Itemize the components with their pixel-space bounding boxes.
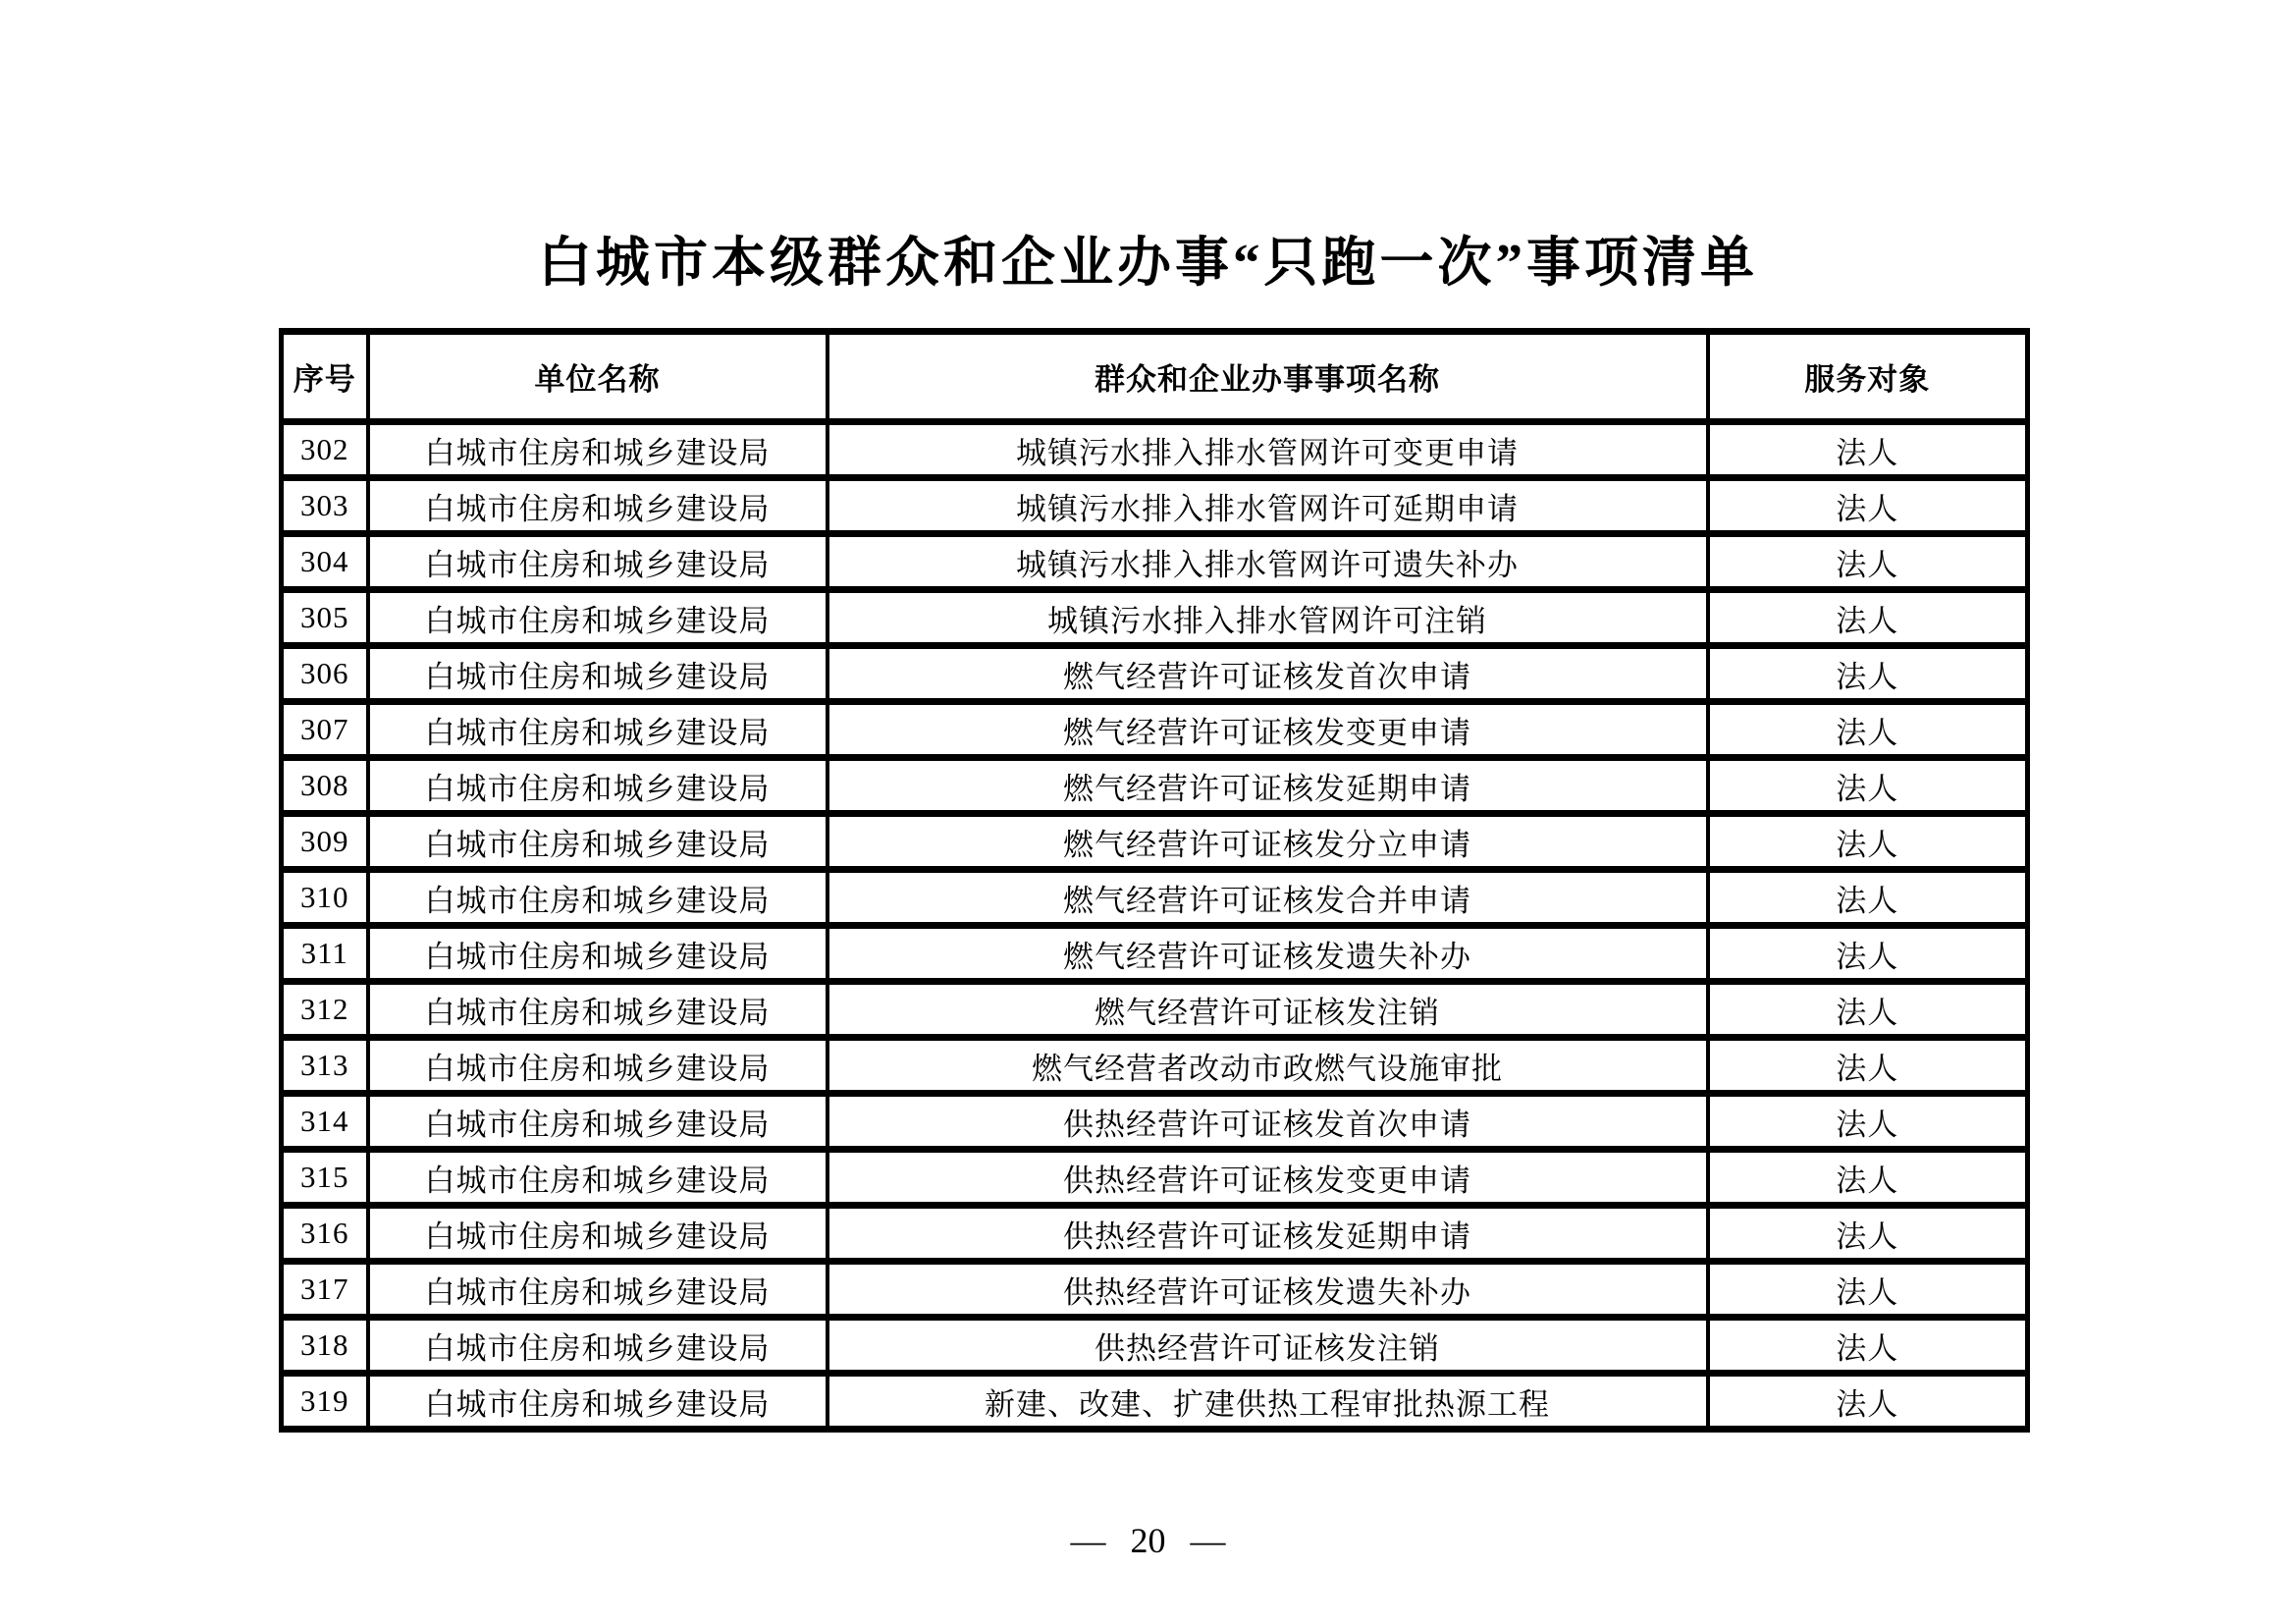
audience-cell: 法人 xyxy=(1708,702,2028,758)
audience-cell: 法人 xyxy=(1708,478,2028,534)
audience-cell: 法人 xyxy=(1708,422,2028,478)
table-row xyxy=(282,758,2028,814)
seq-cell: 305 xyxy=(282,590,368,646)
item-cell: 燃气经营许可证核发分立申请 xyxy=(828,814,1708,870)
audience-cell: 法人 xyxy=(1708,926,2028,982)
seq-cell: 304 xyxy=(282,534,368,590)
item-cell: 燃气经营许可证核发遗失补办 xyxy=(828,926,1708,982)
seq-cell: 310 xyxy=(282,870,368,926)
seq-cell: 312 xyxy=(282,982,368,1038)
unit-cell: 白城市住房和城乡建设局 xyxy=(368,646,828,702)
audience-cell: 法人 xyxy=(1708,1374,2028,1430)
unit-cell: 白城市住房和城乡建设局 xyxy=(368,1094,828,1150)
audience-cell: 法人 xyxy=(1708,1038,2028,1094)
unit-cell: 白城市住房和城乡建设局 xyxy=(368,982,828,1038)
seq-cell: 314 xyxy=(282,1094,368,1150)
seq-cell: 319 xyxy=(282,1374,368,1430)
table-header-row xyxy=(282,332,2028,422)
seq-cell: 316 xyxy=(282,1206,368,1262)
table-row xyxy=(282,646,2028,702)
audience-cell: 法人 xyxy=(1708,814,2028,870)
unit-cell: 白城市住房和城乡建设局 xyxy=(368,478,828,534)
header-audience: 服务对象 xyxy=(1708,332,2028,422)
item-cell: 燃气经营许可证核发变更申请 xyxy=(828,702,1708,758)
audience-cell: 法人 xyxy=(1708,1262,2028,1318)
unit-cell: 白城市住房和城乡建设局 xyxy=(368,1038,828,1094)
table-row xyxy=(282,702,2028,758)
audience-cell: 法人 xyxy=(1708,982,2028,1038)
header-item: 群众和企业办事事项名称 xyxy=(828,332,1708,422)
table-row xyxy=(282,1374,2028,1430)
item-cell: 燃气经营许可证核发延期申请 xyxy=(828,758,1708,814)
item-cell: 燃气经营许可证核发首次申请 xyxy=(828,646,1708,702)
table-row xyxy=(282,590,2028,646)
seq-cell: 308 xyxy=(282,758,368,814)
item-cell: 燃气经营许可证核发合并申请 xyxy=(828,870,1708,926)
audience-cell: 法人 xyxy=(1708,1206,2028,1262)
table-row xyxy=(282,1206,2028,1262)
seq-cell: 309 xyxy=(282,814,368,870)
unit-cell: 白城市住房和城乡建设局 xyxy=(368,702,828,758)
audience-cell: 法人 xyxy=(1708,1094,2028,1150)
item-cell: 新建、改建、扩建供热工程审批热源工程 xyxy=(828,1374,1708,1430)
unit-cell: 白城市住房和城乡建设局 xyxy=(368,1150,828,1206)
seq-cell: 318 xyxy=(282,1318,368,1374)
unit-cell: 白城市住房和城乡建设局 xyxy=(368,534,828,590)
unit-cell: 白城市住房和城乡建设局 xyxy=(368,1206,828,1262)
table-row xyxy=(282,982,2028,1038)
header-seq: 序号 xyxy=(282,332,368,422)
seq-cell: 307 xyxy=(282,702,368,758)
item-cell: 供热经营许可证核发注销 xyxy=(828,1318,1708,1374)
item-cell: 城镇污水排入排水管网许可遗失补办 xyxy=(828,534,1708,590)
table-row xyxy=(282,1318,2028,1374)
unit-cell: 白城市住房和城乡建设局 xyxy=(368,1374,828,1430)
table-body xyxy=(282,422,2028,1430)
audience-cell: 法人 xyxy=(1708,646,2028,702)
item-cell: 供热经营许可证核发首次申请 xyxy=(828,1094,1708,1150)
item-cell: 城镇污水排入排水管网许可变更申请 xyxy=(828,422,1708,478)
seq-cell: 311 xyxy=(282,926,368,982)
audience-cell: 法人 xyxy=(1708,534,2028,590)
audience-cell: 法人 xyxy=(1708,1318,2028,1374)
table-row xyxy=(282,478,2028,534)
unit-cell: 白城市住房和城乡建设局 xyxy=(368,814,828,870)
table-row xyxy=(282,1262,2028,1318)
item-cell: 燃气经营许可证核发注销 xyxy=(828,982,1708,1038)
unit-cell: 白城市住房和城乡建设局 xyxy=(368,926,828,982)
item-cell: 供热经营许可证核发延期申请 xyxy=(828,1206,1708,1262)
seq-cell: 302 xyxy=(282,422,368,478)
seq-cell: 303 xyxy=(282,478,368,534)
unit-cell: 白城市住房和城乡建设局 xyxy=(368,1262,828,1318)
unit-cell: 白城市住房和城乡建设局 xyxy=(368,758,828,814)
item-cell: 城镇污水排入排水管网许可延期申请 xyxy=(828,478,1708,534)
audience-cell: 法人 xyxy=(1708,590,2028,646)
unit-cell: 白城市住房和城乡建设局 xyxy=(368,1318,828,1374)
seq-cell: 313 xyxy=(282,1038,368,1094)
header-unit: 单位名称 xyxy=(368,332,828,422)
unit-cell: 白城市住房和城乡建设局 xyxy=(368,422,828,478)
seq-cell: 315 xyxy=(282,1150,368,1206)
items-table xyxy=(279,328,2030,1433)
table-row xyxy=(282,534,2028,590)
unit-cell: 白城市住房和城乡建设局 xyxy=(368,590,828,646)
unit-cell: 白城市住房和城乡建设局 xyxy=(368,870,828,926)
table-row xyxy=(282,1150,2028,1206)
audience-cell: 法人 xyxy=(1708,1150,2028,1206)
page-title: 白城市本级群众和企业办事“只跑一次”事项清单 xyxy=(537,233,1758,293)
table-row xyxy=(282,814,2028,870)
table-row xyxy=(282,1038,2028,1094)
table-row xyxy=(282,870,2028,926)
seq-cell: 317 xyxy=(282,1262,368,1318)
table-row xyxy=(282,1094,2028,1150)
table-row xyxy=(282,926,2028,982)
item-cell: 供热经营许可证核发变更申请 xyxy=(828,1150,1708,1206)
page-number: — 20 — xyxy=(1070,1521,1226,1560)
seq-cell: 306 xyxy=(282,646,368,702)
item-cell: 城镇污水排入排水管网许可注销 xyxy=(828,590,1708,646)
item-cell: 燃气经营者改动市政燃气设施审批 xyxy=(828,1038,1708,1094)
audience-cell: 法人 xyxy=(1708,870,2028,926)
table-row xyxy=(282,422,2028,478)
item-cell: 供热经营许可证核发遗失补办 xyxy=(828,1262,1708,1318)
audience-cell: 法人 xyxy=(1708,758,2028,814)
